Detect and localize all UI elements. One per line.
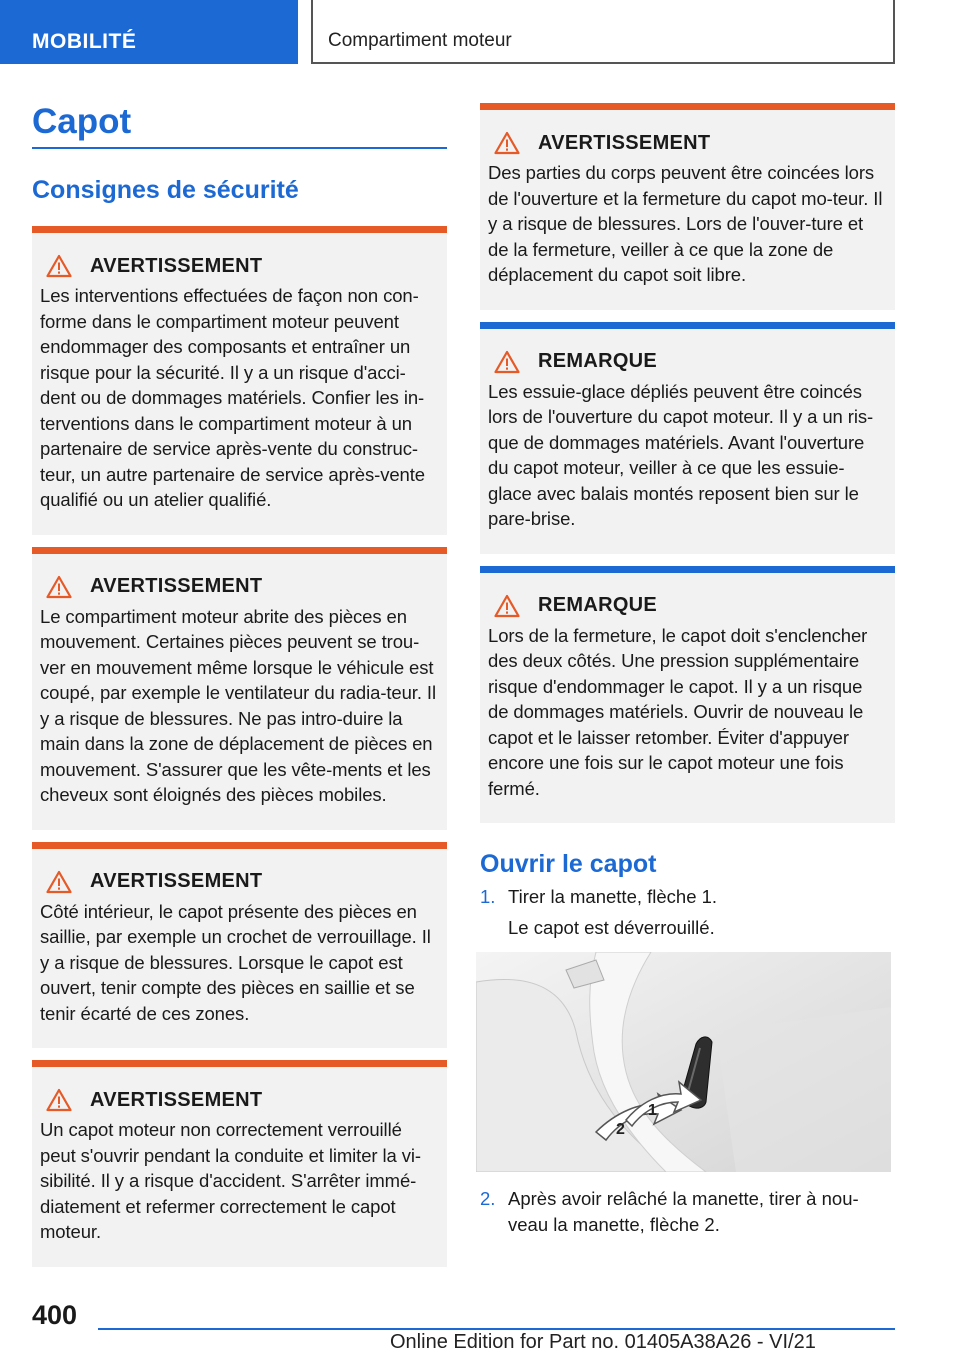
warning-box <box>32 547 447 830</box>
left-column <box>32 100 447 1267</box>
warning-box-header <box>46 867 439 897</box>
warning-label: AVERTISSEMENT <box>90 870 263 892</box>
warning-triangle-icon <box>46 870 72 894</box>
page-number: 400 <box>32 1300 78 1330</box>
right-column <box>480 103 895 940</box>
warning-box <box>32 1060 447 1267</box>
note-text: Les essuie-glace dépliés peuvent être coincés lors de l'ouverture du capot moteur. Il y a un ris‐que de dommages matériels. Avant l'ouverture du capot moteur, veiller à ce que les essuie-glace avec balais montés reposent bien sur le pare-brise. <box>488 380 874 529</box>
warning-text: Les interventions effectuées de façon non con‐forme dans le compartiment moteur peuvent endommager des composants et entraîner un risque pour la sécurité. Il y a un risque d'acci‐dent ou de dommages matériels. Confier les in‐terventions dans le compartiment moteur à un partenaire de service après-vente du construc‐teur, un autre partenaire de service après-vente qualifié ou un atelier qualifié. <box>40 285 425 510</box>
header-chapter-label: Compartiment moteur <box>328 30 512 51</box>
warning-label: AVERTISSEMENT <box>538 131 711 154</box>
step-text: Après avoir relâché la manette, tirer à nou‐veau la manette, flèche 2. <box>508 1188 859 1235</box>
arrow-label-2: 2 <box>616 1121 625 1138</box>
step-list-continued <box>480 1186 895 1237</box>
warning-box-header <box>46 572 439 602</box>
note-label: REMARQUE <box>538 350 658 372</box>
title-divider <box>32 147 447 149</box>
step-text: Tirer la manette, flèche 1. <box>508 886 718 907</box>
header-section-tab <box>0 0 298 64</box>
note-box <box>480 566 895 824</box>
step-number: 1. <box>480 886 496 907</box>
warning-triangle-icon <box>494 350 520 374</box>
warning-text: Le compartiment moteur abrite des pièces en mouvement. Certaines pièces peuvent se trou‐ver en mouvement même lorsque le véhicule est coupé, par exemple le ventilateur du radia‐teur. Il y a risque de blessures. Ne pas intro‐duire la main dans la zone de déplacement de pièces en mouvement. S'assurer que les vête‐ments et les cheveux sont éloignés des pièces mobiles. <box>40 605 436 805</box>
hood-release-illustration <box>476 952 891 1172</box>
warning-label: AVERTISSEMENT <box>90 254 263 277</box>
section-heading-open-hood: Ouvrir le capot <box>480 850 657 878</box>
warning-triangle-icon <box>46 575 72 599</box>
warning-label: AVERTISSEMENT <box>90 1088 263 1111</box>
footer-divider <box>98 1328 895 1330</box>
warning-text: Côté intérieur, le capot présente des pièces en saillie, par exemple un crochet de verrouillage. Il y a risque de blessures. Lorsque le capot est ouvert, tenir compte des pièces en saillie et se tenir écarté de ces zones. <box>40 900 431 1024</box>
warning-triangle-icon <box>46 1088 72 1112</box>
footer-edition: Online Edition for Part no. 01405A38A26 - VI/21 <box>390 1331 816 1353</box>
warning-box <box>32 226 447 535</box>
arrow-label-1: 1 <box>648 1102 657 1119</box>
warning-box-header <box>494 128 887 158</box>
warning-box <box>32 842 447 1049</box>
note-text: Lors de la fermeture, le capot doit s'enclencher des deux côtés. Une pression supplémentaire risque d'endommager le capot. Il y a un risque de dommages matériels. Ouvrir de nouveau le capot et le laisser retomber. Éviter d'appuyer encore une fois sur le capot moteur une fois fermé. <box>488 624 868 799</box>
warning-box-header <box>46 1085 439 1115</box>
warning-text: Un capot moteur non correctement verrouillé peut s'ouvrir pendant la conduite et limiter la vi‐sibilité. Il y a risque d'accident. S'arrêter immé‐diatement et refermer correctement le capot moteur. <box>40 1119 421 1242</box>
list-item <box>480 1186 895 1237</box>
page-title: Capot <box>32 102 132 141</box>
warning-text: Des parties du corps peuvent être coincées lors de l'ouverture et la fermeture du capot mo‐teur. Il y a risque de blessures. Lors de l'ouver‐ture et de la fermeture, veiller à ce que la zone de déplacement du capot soit libre. <box>488 162 883 285</box>
warning-label: AVERTISSEMENT <box>90 575 263 597</box>
list-item <box>480 884 895 910</box>
note-box <box>480 322 895 554</box>
warning-triangle-icon <box>46 254 72 278</box>
note-box-header <box>494 591 887 621</box>
header-section-label: MOBILITÉ <box>32 30 137 53</box>
warning-box <box>480 103 895 310</box>
hood-release-lever-figure <box>476 952 891 1172</box>
warning-triangle-icon <box>494 594 520 618</box>
warning-triangle-icon <box>494 131 520 155</box>
note-box-header <box>494 347 887 377</box>
header-chapter-tab <box>311 0 895 64</box>
note-label: REMARQUE <box>538 594 658 616</box>
warning-box-header <box>46 251 439 281</box>
step-result: Le capot est déverrouillé. <box>508 916 715 938</box>
section-heading-safety: Consignes de sécurité <box>32 176 299 204</box>
step-number: 2. <box>480 1188 496 1209</box>
